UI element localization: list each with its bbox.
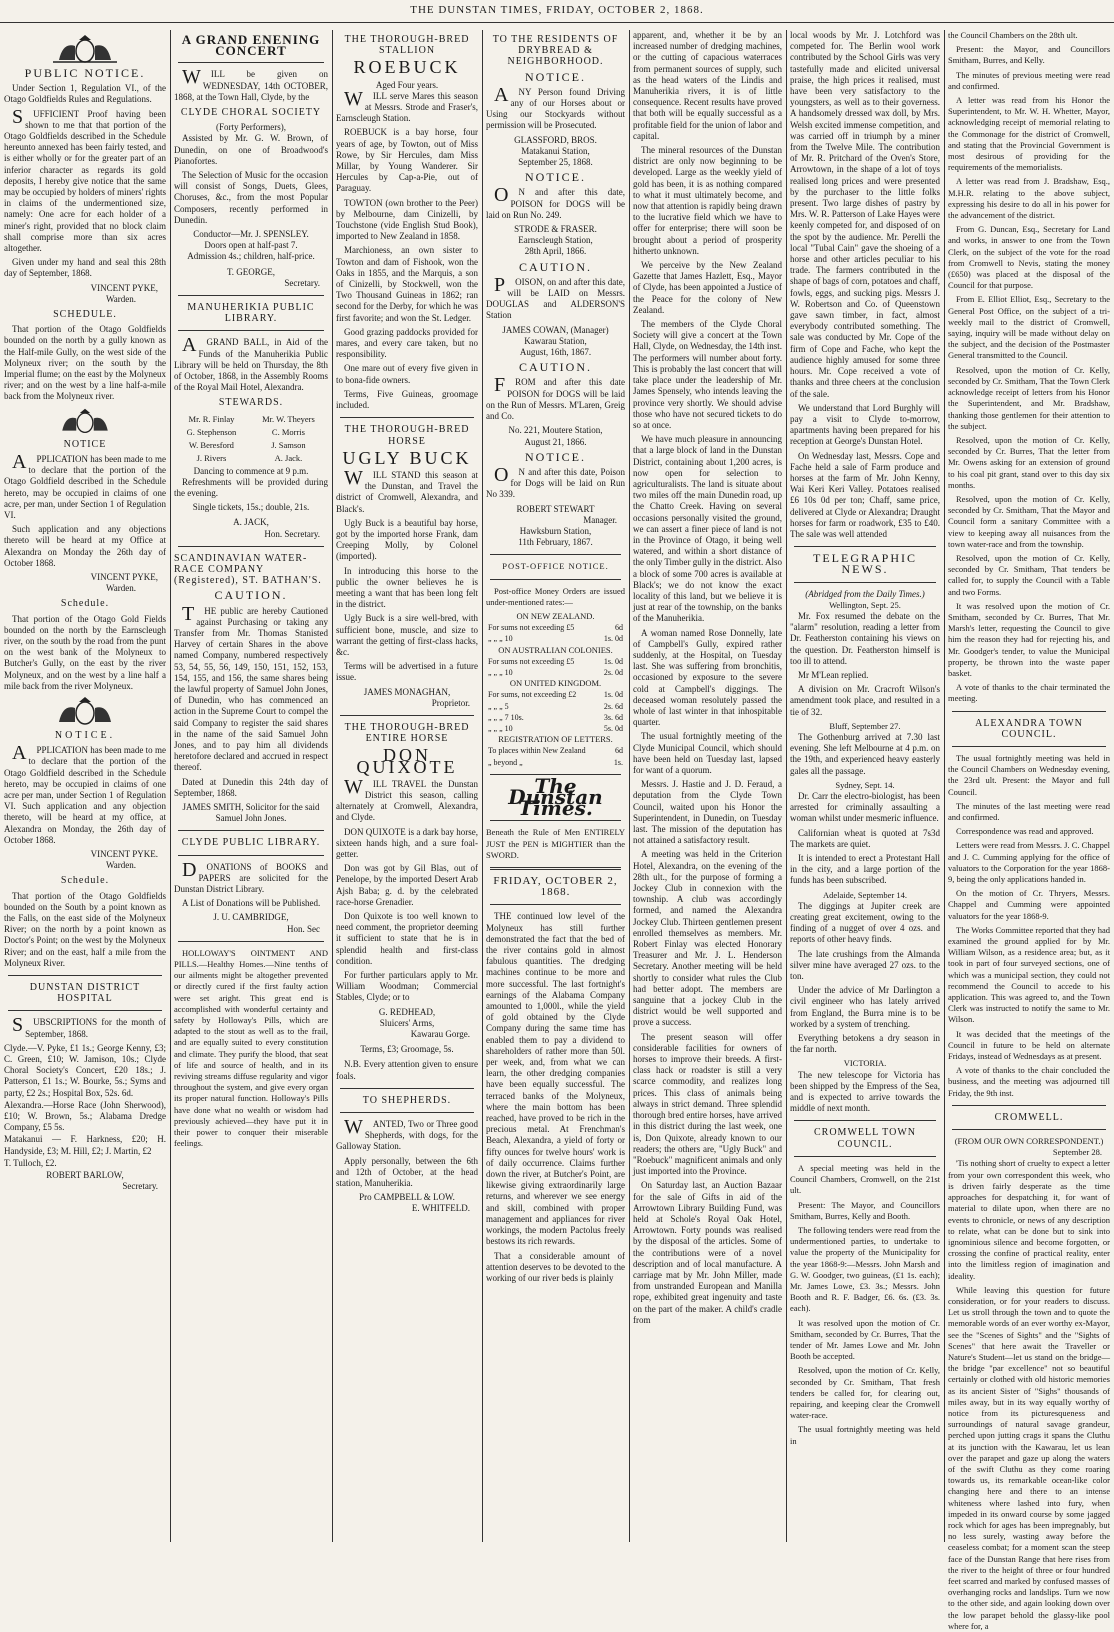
correspondent-note: (FROM OUR OWN CORRESPONDENT.) [954, 1136, 1104, 1147]
rate-label: For sums not exceeding £5 [488, 656, 575, 666]
rate-value: 1s. [613, 757, 623, 767]
date-line: 11th February, 1867. [518, 537, 593, 548]
minutes-text: The following tenders were read from the undermentioned parties, to undertake to value the property of the Municipality for the year 1868-9:—Messrs. John Marsh and G. W. Goodger, two guineas, (£1 1s. each); Mr. James Lowe, £3. 3s.; Messrs. John Booth and R. F. Badger, £6. 6s. (£3. 3s. each). [790, 1224, 940, 1314]
horse-text: Terms will be advertised in a future issue. [336, 661, 478, 683]
terms: Terms, £3; Groomage, 5s. [360, 1044, 454, 1055]
dateline: Wellington, Sept. 25. [829, 599, 901, 610]
caution-date: Dated at Dunedin this 24th day of September, 1868. [174, 776, 328, 798]
article-text: A woman named Rose Donnelly, late of Campbell's Gully, expired rather suddenly, at the Hospital, on Tuesday last. She was suffering from bronchitis, occasioned by exposure to the severe cold at Campbell's diggings. The deceased woman resolutely passed the whole of last winter in that inhospitable quarter. [633, 627, 782, 728]
dateline: VICTORIA. [843, 1058, 887, 1069]
concert-body: WILL be given on WEDNESDAY, 14th OCTOBER, 1868, at the Town Hall, Clyde, by the [174, 66, 328, 102]
performers: (Forty Performers), [216, 122, 286, 133]
minutes-text: On the motion of Cr. Thryers, Messrs. Chappel and Cumming were appointed valuators for the year 1868-9. [948, 888, 1110, 921]
stallion-heading: THE THOROUGH-BRED STALLION [344, 34, 470, 57]
horse-age: Aged Four years. [375, 79, 439, 90]
rate-label: To places within New Zealand [488, 746, 586, 756]
article-text: apparent, and, whether it be by an increased number of dredging machines, or the cutting of capacious waterraces from permanent sources of supply, such as the head waters of the Lindis and Manuherikia rivers, it is of little consequence. Recent results have proved that both will be equally successful as a profitable field for the union of labor and capital. [633, 30, 782, 141]
admission: Admission 4s.; children, half-price. [187, 251, 315, 262]
rate-label: „ „ „ 5 [488, 701, 509, 711]
rate-label: For sums not exceeding £5 [488, 623, 575, 633]
concert-assist: Assisted by Mr. G. W. Brown, of Dunedin, on one of Broadwood's Pianofortes. [174, 133, 328, 166]
caution-body: THE public are hereby Cautioned against Purchasing or taking any Transfer from Mr. Thomas Stanisted Harvey of certain Shares in the above named Company, numbered respectively 53, 54, 55, 56, 149, 150, 151, 152, 153, 154, 155, and 156, the same shares being the lawful property of Samuel John Jones, of Dunedin, who has commenced an action in the Supreme Court to compel the said Company to register the said shares in the name of the said Samuel John Jones, and to pay him all dividends heretofore declared and accrued in respect thereof. [174, 602, 328, 773]
issue-date: FRIDAY, OCTOBER 2, 1868. [493, 875, 618, 899]
rate-value: 5s. 0d [603, 723, 623, 733]
masthead-rule [0, 22, 1114, 23]
notice-text: ON and after this date, Poison for Dogs will be laid on Run No 339. [486, 463, 625, 500]
schedule-text: That portion of the Otago Goldfields bounded on the north by a gully known as the Half-mile Gully, on the west side of the Molyneux river; on the south by the Imperial flume; on the east by the Molyneux river; and on the west by a line half-a-mile back from the Molyneux river. [4, 324, 166, 402]
stallion-heading: THE THOROUGH-BRED HORSE [344, 424, 470, 447]
rate-value: 6d [615, 623, 623, 633]
news-item: Mr. Fox resumed the debate on the "alarm" resolution, reading a letter from Dr. Featherston containing his views on the question. Dr. Featherston himself is too ill to attend. [790, 610, 940, 666]
editorial-text: That a considerable amount of attention deserves to be devoted to the working of our river beds is plainly [486, 1250, 625, 1283]
minutes-text: Resolved, upon the motion of Cr. Kelly, seconded by Cr. Smitham, That the Mayor and Council form a sanitary Committee with a view to keeping away all nuisances from the town water-race and from the township. [948, 493, 1110, 549]
column-2 [174, 30, 328, 1540]
subscriptions-list [4, 1043, 166, 1169]
minutes-text: the Council Chambers on the 28th ult. [948, 30, 1078, 40]
conductor: Conductor—Mr. J. SPENSLEY. [193, 229, 309, 240]
schedule-heading: SCHEDULE. [53, 309, 117, 321]
horse-text: Marchioness, an own sister to Towton and dam of Fishook, won the Oaks in 1855, and the Marquis, a son of Cinizelli, by Stockwell, won the Two Thousand Guineas in 1862; ran second for the Derby, for which he was first favorite; and won the St. Ledger. [336, 245, 478, 323]
telegraphic-heading: TELEGRAPHIC NEWS. [813, 551, 917, 577]
station: Matakanui Station, [521, 145, 590, 156]
shepherds-heading: TO SHEPHERDS. [362, 1094, 452, 1106]
post-section: REGISTRATION OF LETTERS. [498, 734, 613, 745]
postal-rates-table [486, 656, 625, 678]
signature-title: Proprietor. [431, 697, 470, 708]
news-item: Californian wheat is quoted at 7s3d The markets are quiet. [790, 827, 940, 849]
clyde-library-heading: CLYDE PUBLIC LIBRARY. [181, 837, 321, 849]
minutes-text: It was resolved upon the motion of Cr. Smitham, seconded by Cr. Burres, That Mr. Marsh's letter, requesting the Council to give him the reason they had for rejecting his, and Mr. Goodger's tender, to value the Municipal property, be thrown into the waste paper basket. [948, 600, 1110, 678]
signature-title: Secretary. [122, 1181, 158, 1192]
caution-heading: CAUTION. [519, 360, 592, 375]
notice-heading: NOTICE. [525, 69, 586, 84]
rate-label: „ beyond „ [488, 757, 523, 767]
horse-text: WILL STAND this season at the Dunstan, and Travel the district of Cromwell, Alexandra, and Black's. [336, 466, 478, 514]
minutes-text: The minutes of the last meeting were read and confirmed. [948, 800, 1110, 822]
signature: JAMES MONAGHAN, [363, 686, 451, 697]
news-item: It is intended to erect a Protestant Hall in the city, and a large portion of the funds has been subscribed. [790, 853, 940, 886]
shepherds-text: Apply personally, between the 6th and 12th of October, at the head station, Manuherikia. [336, 1155, 478, 1189]
stallion-heading: THE THOROUGH-BRED ENTIRE HORSE [344, 721, 470, 745]
minutes-text: Present: The Mayor, and Councillors Smitham, Burres, Kelly and Booth. [790, 1199, 940, 1221]
article-text: We perceive by the New Zealand Gazette that James Hazlett, Esq., Mayor of Clyde, has been appointed a Justice of the Peace for the colony of New Zealand. [633, 260, 782, 315]
station: No. 221, Moutere Station, [508, 425, 603, 436]
minutes-text: A vote of thanks to the chair concluded the business, and the meeting was adjourned till Friday, the 9th inst. [948, 1065, 1110, 1098]
caution-text: FROM and after this date POISON for DOGS will be laid on the Run of Messrs. M'Laren, Greig and Co. [486, 374, 625, 422]
signature: A. JACK, [233, 517, 269, 528]
stewards-table [174, 413, 328, 466]
minutes-text: Resolved, upon the motion of Cr. Kelly, seconded by Cr. Smitham, That tenders be called for, to supply the Council with a Table and two Forms. [948, 552, 1110, 597]
steward: J. Rivers [196, 453, 227, 464]
choral-society: CLYDE CHORAL SOCIETY [180, 107, 322, 119]
letter-text: 'Tis nothing short of cruelty to expect a letter from your own correspondent this week, who is driven fairly desperate as the time approaches for despatching it, for want of material to dilate upon, when there are no events to chronicle, or news of any description to relate, what can be done but to sink into ignominious silence and become forgotten, or crossing the confine of practical reality, enter into the limitless region of imagination and ideality. [948, 1158, 1110, 1281]
news-item: A division on Mr. Cracroft Wilson's amendment took place, and resulted in a tie of 32. [790, 684, 940, 717]
minutes-text: A letter was read from J. Bradshaw, Esq., M.H.R. relating to the above subject, expressing his desire to do all in his power for the advancement of the district. [948, 176, 1110, 221]
horse-name: ROEBUCK [353, 57, 461, 78]
signature: E. WHITFELD. [411, 1203, 470, 1214]
column-7 [948, 30, 1110, 1631]
list-item: Matakanui — F. Harkness, £20; H. Handyside, £3; M. Hill, £2; J. Martin, £2 [4, 1134, 166, 1156]
signature: ROBERT BARLOW, [46, 1170, 124, 1181]
rate-label: „ „ „ 10 [488, 667, 513, 677]
shepherds-text: WANTED, Two or Three good Shepherds, with dogs, for the Galloway Station. [336, 1116, 478, 1152]
signature-title: Hon. Sec [287, 923, 320, 934]
article-text: We understand that Lord Burghly will pay a visit to Clyde to-morrow, apartments having been prepared for his reception at George's Dunstan Hotel. [790, 402, 940, 447]
article-text: On Saturday last, an Auction Bazaar for the sale of Gifts in aid of the Arrowtown Library Building Fund, was held at Schole's Royal Oak Hotel, Arrowtown. Forty pounds was realised by the disposal of the articles. Some of the contributions were of a novel description and of local manufacture. A carriage mat by Mr. John Miller, made from unstranded European and Manilla rope, exhibited great ingenuity and taste on the part of the maker. A child's cradle from [633, 1180, 782, 1325]
notice-heading: NOTICE. [525, 449, 586, 464]
column-rule [482, 30, 483, 1542]
address-line: Sluicers' Arms, [379, 1017, 435, 1028]
minutes-text: Correspondence was read and approved. [956, 826, 1094, 837]
date-line: August, 16th, 1867. [519, 347, 592, 358]
minutes-text: Resolved, upon the motion of Cr. Kelly, seconded by Cr. Smitham, That fresh tenders be called for, for clearing out, repairing, and keeping clear the Cromwell water-race. [790, 1365, 940, 1421]
minutes-text: From E. Elliot Elliot, Esq., Secretary to the General Post Office, on the subject of a tri-weekly mail to the district of Cromwell, saying, inquiry will be made without delay on the subject, and the decision of the Postmaster General transmitted to the Council. [948, 294, 1110, 361]
royal-crest-icon [50, 407, 120, 435]
rate-label: For sums, not exceeding £2 [488, 690, 577, 700]
minutes-text: The Works Committee reported that they had examined the ground applied for by Mr. William Wilson, as a residence area; but, as it took in part of four surveyed sections, one of which was a municipal section, they could not recommend the Council to accede to his application. This was agreed to, and the Town Clerk was instructed to notify the same to Mr. Wilson. [948, 924, 1110, 1025]
post-section: ON NEW ZEALAND. [516, 610, 595, 621]
rate-value: 2s. 6d [603, 701, 623, 711]
notice-heading: NOTICE. [54, 729, 116, 741]
concert-title: A GRAND ENENING CONCERT [181, 32, 321, 59]
horse-text: DON QUIXOTE is a dark bay horse, sixteen hands high, and a sure foal-getter. [336, 826, 478, 859]
post-intro: Post-office Money Orders are issued under-mentioned rates:— [486, 585, 625, 607]
signature: STRODE & FRASER. [514, 224, 597, 235]
column-rule [944, 30, 945, 1542]
signature: JAMES COWAN, (Manager) [502, 324, 609, 335]
signature-title: Warden. [105, 293, 136, 304]
horse-text: One mare out of every five given in to bona-fide owners. [336, 363, 478, 385]
news-item: The late crushings from the Almanda silver mine have averaged 27 ozs. to the ton. [790, 948, 940, 982]
steward: A. Jack. [274, 453, 303, 464]
royal-crest-icon [45, 34, 125, 64]
signature-title: Hon. Secretary. [264, 528, 320, 539]
minutes-text: Letters were read from Messrs. J. C. Chappel and J. C. Cumming applying for the office of valuators to the Corporation for the year 1868-9, being the only applications handed in. [948, 840, 1110, 885]
dateline: Adelaide, September 14. [822, 889, 908, 900]
minutes-text: The usual fortnightly meeting was held in [790, 1424, 940, 1446]
subscriptions-intro: SUBSCRIPTIONS for the month of September, 1868. [12, 1014, 166, 1039]
notice-heading: NOTICE. [525, 170, 586, 185]
minutes-text: From G. Duncan, Esq., Secretary for Land and works, in answer to one from the Town Clerk, on the subject of the vote for the road from Cromwell to Nevis, stating the money (£650) was placed at the disposal of the Council for that purpose. [948, 224, 1110, 291]
rate-value: 3s. 6d [603, 712, 623, 722]
article-text: On Wednesday last, Messrs. Cope and Fache held a sale of Farm produce and horses at the farm of Mr. John Kenny, Wai Keri Keri Valley. Potatoes realised £6 10s 0d per ton; Chaff, same price, delivered at Clyde or Alexandra; Draught horses for farm or roadwork, £35 to £40. The sale was well attended [790, 450, 940, 539]
minutes-text: A vote of thanks to the chair terminated the meeting. [948, 682, 1110, 704]
schedule-text: That portion of the Otago Gold Fields bounded on the north by the Earnscleugh river, on the south by the road from the punt on the west bank of the Molyneux to Butcher's Gully, on the east by the river Molyneux, and on the west by a line half a mile back from the river Molyneux. [4, 613, 166, 691]
article-text: The usual fortnightly meeting of the Clyde Municipal Council, which should have been held on Tuesday last, lapsed for want of a quorum. [633, 731, 782, 775]
steward: J. Samson [271, 440, 306, 451]
schedule-text: That portion of the Otago Goldfields bounded on the South by a point known as the Falls, on the east side of the Molyneux River; on the north by a point known as Doctor's Point; on the west by the Molyneux River; and on the east, half a mile from the Molyneux River. [4, 890, 166, 968]
article-text: We have much pleasure in announcing that a large block of land in the Dunstan District, containing about 1,200 acres, is now open for selection to agriculturalists. The land is situate about two miles off the main Dunedin road, up the Chatto Creek. Having on several occasions personally visited the ground, we can assert a finer piece of land is not in the Province of Otago, it being well watered, and within a short distance of the only Timber gully in the district. Also a block of some 700 acres is available at Black's; we do not know the exact locality of this land, but we believe it is just at rear of the township, on the banks of the Manuherikia. [633, 434, 783, 624]
news-item: Everything betokens a dry season in the far north. [790, 1033, 940, 1055]
minutes-text: A letter was read from his Honor the Superintendent, to Mr. W. H. Whetter, Mayor, acknowledging receipt of memorial relating to the Commonage for the district of Cromwell, and stating that the Provincial Government is most desirous of providing for the requirements of the memorialists. [948, 95, 1110, 173]
cromwell-heading: CROMWELL. [994, 1111, 1064, 1123]
application-text: APPLICATION has been made to me to declare that the portion of the Otago Goldfield described in the Schedule hereto, may be occupied in claims of one acre, per man, under Section 1 of Regulation VI. [4, 450, 166, 520]
post-section: ON UNITED KINGDOM. [509, 678, 602, 689]
minutes-text: The usual fortnightly meeting was held in the Council Chambers on Wednesday evening, the 23rd ult. Present: the Mayor and full Council. [948, 752, 1110, 797]
signature: ROBERT STEWART [516, 503, 595, 514]
newspaper-title: The Dunstan Times. [508, 773, 603, 821]
horse-name: UGLY BUCK [342, 447, 472, 468]
address-line: Kawarau Gorge. [410, 1029, 470, 1040]
column-6 [790, 30, 940, 1540]
post-office-heading: POST-OFFICE NOTICE. [502, 561, 609, 572]
application-text: APPLICATION has been made to me to declare that the portion of the Otago Goldfield described in the Schedule hereto, may be occupied in claims of one acre per man, under Section 1 of Regulation VI. Such application and any objection thereto, will be heard at my office, at Alexandra on Monday, the 26th day of October 1868. [4, 742, 166, 845]
post-section: ON AUSTRALIAN COLONIES. [498, 644, 613, 655]
newspaper-motto: Beneath the Rule of Men ENTIRELY JUST the PEN is MIGHTIER than the SWORD. [486, 827, 625, 860]
horse-text: Terms, Five Guineas, groomage included. [336, 388, 478, 411]
column-5 [633, 30, 782, 1540]
alexandra-council-heading: ALEXANDRA TOWN COUNCIL. [975, 717, 1083, 740]
cromwell-council-heading: CROMWELL TOWN COUNCIL. [814, 1127, 916, 1150]
regulation-text: Under Section 1, Regulation VI., of the Otago Goldfields Rules and Regulations. [4, 83, 166, 105]
horse-text: Don was got by Gil Blas, out of Penelope, by the imported Desert Arab Ajsh Baba; g. d. by the celebrated race-horse Grenadier. [336, 863, 478, 907]
horse-text: N.B. Every attention given to ensure foals. [336, 1059, 478, 1081]
signature-title: Manager. [583, 514, 617, 525]
rate-value: 1s. 0d [603, 690, 623, 700]
steward: Mr. W. Theyers [262, 413, 315, 424]
scandinavian-heading: SCANDINAVIAN WATER-RACE COMPANY (Registered), ST. BATHAN'S. [174, 552, 322, 587]
donations-text: DONATIONS of BOOKS and PAPERS are solicited for the Dunstan District Library. [174, 858, 328, 894]
news-item: Mr M'Lean replied. [798, 669, 869, 680]
steward: G. Stephenson [186, 426, 237, 437]
signature-title: Warden. [105, 583, 136, 594]
article-text: The mineral resources of the Dunstan district are only now beginning to be developed. Large as the weekly yield of gold has been, it is as nothing compared to what it must ultimately become, and now that attention is rapidly being drawn to the lucrative field which we have to offer for enterprise; there will soon be brought about a period of prosperity hitherto unknown. [633, 145, 782, 256]
news-item: The diggings at Jupiter creek are creating great excitement, owing to the finding of a nugget of over 4 ozs. and reports of other heavy finds. [790, 900, 940, 945]
dateline: Sydney, Sept. 14. [835, 779, 895, 790]
caution-heading: CAUTION. [519, 259, 592, 274]
date-line: September 25, 1868. [518, 157, 593, 168]
library-heading: MANUHERIKIA PUBLIC LIBRARY. [187, 302, 315, 325]
dateline: Bluff, September 27. [829, 720, 901, 731]
minutes-text: A special meeting was held in the Council Chambers, Cromwell, on the 21st ult. [790, 1162, 940, 1196]
horse-text: TOWTON (own brother to the Peer) by Melbourne, dam Cinizelli, by Touchstone (vide English Stud Book), imported to New Zealand in 1858. [336, 197, 478, 242]
horse-text: Ugly Buck is a sire well-bred, with sufficient bone, muscle, and size to warrant the getting of first-class hacks, &c. [336, 613, 478, 657]
news-item: Dr. Carr the electro-biologist, has been arrested for criminally assaulting a woman whilst under mesmeric influence. [790, 791, 940, 824]
list-item: T. Tulloch, £2. [4, 1157, 57, 1168]
steward: Mr. R. Finlay [188, 413, 235, 424]
horse-text: WILL serve Mares this season at Messrs. Strode and Fraser's, Earnscleugh Station. [336, 87, 478, 124]
signature-title: Secretary. [284, 277, 320, 288]
postal-rates-table [486, 689, 625, 734]
article-text: The present season will offer considerable facilities for owners of horses to improve their breeds. A first-class hack or roadster is still a very scarce commodity, and realizes long prices. This class of animals being always in strict demand. Three splendid thorough bred entire horses, have arrived in this district during the last week, one is, Don Quixote, already known to our readers; the others are, "Ugly Buck" and "Roebuck" magnificent animals and only just imported into the Province. [633, 1031, 782, 1177]
list-item: Alexandra.—Horse Race (John Sherwood), £10; W. Brown, 5s.; Alabama Dredge Company, £5 5s. [4, 1099, 166, 1133]
rate-label: „ „ „ 10 [488, 723, 513, 733]
column-rule [332, 30, 333, 1542]
station: Earnscleugh Station, [518, 235, 593, 246]
signature: J. U. CAMBRIDGE, [213, 912, 289, 923]
caution-heading: CAUTION. [214, 588, 288, 603]
minutes-text: Present: the Mayor, and Councillors Smitham, Burres, and Kelly. [948, 44, 1110, 66]
signature: GLASSFORD, BROS. [514, 134, 597, 145]
signature: G. REDHEAD, [378, 1006, 436, 1017]
caution-text: POISON, on and after this date, will be LAID on Messrs. DOUGLAS and ALDERSON'S Station [486, 273, 625, 321]
column-1 [4, 30, 166, 1540]
editorial-text: THE continued low level of the Molyneux has still further demonstrated the fact that the bed of the river contains gold in almost fabulous quantities. The dredging machines continue to be more and more successful. The last fortnight's earnings of the Alabama Company amounted to 1,000l., while the yield of gold obtained by the Clyde Company during the same time has enabled them to pay a dividend to shareholders of rather more than 50l. per week, and, from what we can learn, the other dredging companies have been equally successful. The terraced banks of the Molyneux, where the main bottom has been reached, have proved to be rich in the precious metal. At Frenchman's Beach, Alexandra, a yield of forty or fifty ounces for twelve hours' work is of daily occurrence. Claims further down the river, at Butcher's Point, are likewise giving extraordinarily large returns, and wherever we see energy and skill, combined with proper management and appliances for river workings, the modern Pactolus freely bestows its rich rewards. [486, 911, 625, 1247]
rate-label: „ „ „ 10 [488, 634, 513, 644]
abridged-note: (Abridged from the Daily Times.) [805, 588, 925, 599]
signature: VINCENT PYKE. [90, 848, 158, 859]
list-item: Clyde.—V. Pyke, £1 1s.; George Kenny, £3; C. Green, £10; W. Jamison, 10s.; Clyde Choral Society's Concert, £20 18s.; J. Patterson, £1 1s.; W. Bourke, 5s.; Syms and party, £2 2s.; Hospital Box, 52s. 6d. [4, 1042, 166, 1098]
royal-crest-icon [45, 696, 125, 726]
signature: T. GEORGE, [226, 266, 276, 277]
station: Hawksburn Station, [519, 525, 592, 536]
column-3 [336, 30, 478, 1540]
hospital-heading: DUNSTAN DISTRICT HOSPITAL [29, 982, 141, 1005]
concert-music: The Selection of Music for the occasion will consist of Songs, Duets, Glees, Choruses, &c., from the most Popular Composers, recently performed in Dunedin. [174, 170, 328, 225]
horse-text: Ugly Buck is a beautiful bay horse, got by the imported horse Frank, dam Creeping Molly, by Colonel (imported). [336, 517, 478, 562]
masthead: THE DUNSTAN TIMES, FRIDAY, OCTOBER 2, 1868. [410, 4, 704, 16]
minutes-text: It was resolved upon the motion of Cr. Smitham, seconded by Cr. Burres, That the tender of Mr. James Lowe and Mr. John Booth be accepted. [790, 1317, 940, 1362]
article-text: The members of the Clyde Choral Society will give a concert at the Town Hall, Clyde, on Wednesday, the 14th inst. The performers will number about forty. This is probably the last concert that will take place under the leadership of Mr. James Spensely, who intends leaving the province very shortly. We should advise those who have not secured tickets to do so at once. [633, 319, 783, 430]
ball-text: AGRAND BALL, in Aid of the Funds of the Manuherikia Public Library will be held on Thursday, the 8th of October, 1868, in the Assembly Rooms of the Royal Mail Hotel, Alexandra. [174, 334, 328, 393]
notice-text: ANY Person found Driving any of our Horses about or Using our Stockyards without permission will be Prosecuted. [486, 83, 625, 131]
signature-title: Warden. [105, 860, 136, 871]
news-item: The Gothenburg arrived at 7.30 last evening. She left Melbourne at 4 p.m. on the 19th, and experienced heavy easterly gales all the passage. [790, 731, 940, 776]
postal-rates-table [486, 622, 625, 644]
dateline: September 28. [1052, 1147, 1102, 1158]
horse-text: For further particulars apply to Mr. William Woodman; Commercial Stables, Clyde; or to [336, 970, 478, 1003]
residents-heading: TO THE RESIDENTS OF DRYBREAD & NEIGHBORHOOD. [492, 34, 619, 68]
minutes-text: Resolved, upon the motion of Cr. Kelly, seconded by Cr. Burres, That the letter from Mr. Owens asking for an extension of ground to his coal pit grant, stand over to this day six months. [948, 434, 1110, 490]
rate-label: „ „ „ 7 10s. [488, 712, 524, 722]
station: Kawarau Station, [524, 335, 587, 346]
horse-text: ROEBUCK is a bay horse, four years of age, by Towton, out of Miss Rowe, by Sir Hercules, dam Miss Millar, by Young Wanderer. Sir Hercules by Cap-a-Pie, out of Paraguay. [336, 127, 478, 194]
date-line: 28th April, 1866. [524, 246, 587, 257]
letter-text: While leaving this question for future consideration, or for your readers to discuss. Let us stroll through the town and to quote the memorable words of an ever worthy ex-Mayor, see the "Scenes of Sights" and the "Sights of Scenes" that here await the Traveller or Nature's Student—let us stand on the bridge—the bridge "par excellence" not so beautiful certainly or clothed with old historic memories as its ancient Sister of "Sighs" thousands of miles away, but in its way equally worthy of notice from its picturesqueness and surroundings of natural savage grandeur, perched upon jutting crags it spans the Cluthu at its junction with the Kawarau, let us lean over the parapet and gaze up along the waters of the swift Cluthu as they come roaring towards us, its remarkable ocean-like color changing here and there to an intense whiteness where lashed into fury, when impeded in its onward course by some jagged rock which for ages has been impregnably, but no less surely, wasting away before the ceaseless combat; for a moment scan the steep face of the Dunstan Range that here rises from the river to the height of three or four hundred feet scarred and marked by confused masses of overhanging rocks and landslips. Turn we now to the other side, and again looking down over the low parapet behold the glassy-like pool where for, a [948, 1284, 1110, 1631]
schedule-heading: Schedule. [60, 875, 110, 887]
article-text: Messrs. J. Hastie and J. D. Feraud, a deputation from the Clyde Town Council, waited upon his Honor the Superintendent, in Dunedin, on Tuesday last. The mission of the deputation has not attained a satisfactory result. [633, 779, 782, 846]
minutes-text: It was decided that the meetings of the Council in future to be held on alternate Fridays, instead of Wednesdays as at present. [948, 1028, 1110, 1062]
minutes-text: The minutes of previous meeting were read and confirmed. [948, 69, 1110, 91]
steward: C. Morris [271, 426, 305, 437]
solicitor: JAMES SMITH, Solicitor for the said Samuel John Jones. [182, 801, 320, 824]
rate-value: 6d [615, 746, 623, 756]
rate-value: 1s. 0d [603, 634, 623, 644]
application-hearing: Such application and any objections thereto will be heard at my Office at Alexandra on Monday the 26th day of October 1868. [4, 524, 166, 568]
column-rule [786, 30, 787, 1542]
news-item: Under the advice of Mr Darlington a civil engineer who has lately arrived from England, the Burra mine is to be worked by a system of trenching. [790, 985, 940, 1029]
signature: VINCENT PYKE, [90, 571, 158, 582]
holloway-ad: HOLLOWAY'S OINTMENT AND PILLS.—Healthy Homes.—Nine tenths of our ailments might be altogether prevented or directly cured if the first faulty action were set aright. This great end is accomplished with wonderful certainty and safety by Holloway's Pills, which are adapted to the stout as well as to the frail, and are equally suited to every constitution and climate. They purify the blood, that seat of life and source of health, and in its reviving streams diffuse regularity and vigor throughout the system, and give every organ its proper natural function. Holloway's Pills have done what no wealth or wisdom had previously achieved—they have put it in their power to conquer their miserable feelings. [174, 947, 328, 1149]
dancing-time: Dancing to commence at 9 p.m. [193, 465, 309, 476]
tickets: Single tickets, 15s.; double, 21s. [192, 502, 310, 513]
schedule-heading: Schedule. [60, 598, 110, 610]
rate-value: 1s. 0d [603, 656, 623, 666]
column-rule [170, 30, 171, 1542]
donations-list: A List of Donations will be Published. [182, 898, 321, 909]
signature: Pro CAMPBELL & LOW. [359, 1192, 455, 1203]
article-text: local woods by Mr. J. Lotchford was competed for. The Berlin wool work contributed by the School Girls was very tastefully made and elicited universal praise, the high prices it realised, must have been very satisfactory to the youngsters, as well as to their governess. A handsomely dressed wax doll, by Mrs. Welsh excited immense competition, and was carried off in triumph by a miner from the Twelve Mile. The contribution of Mr. R. Pritchard of the Oven's Store, Arrowtown, in the shape of a lot of toys realised long prices and were presented by the purchaser to the little folks present. Two large dishes of pastry by Mrs. W. R. Patterson of Lake Hayes were keenly competed for, and disposed of on the spot by the audience. Mr. Perelli the local "Tubal Cain" gave the shoeing of a horse and other articles peculiar to his trade. The farmers contributed in the shape of bags of corn, potatoes and chaff, fowls, eggs, and sucking pigs. Messrs J. W. Robertson and Co. of Queenstown gave sawn timber, in fact, almost everybody contributed something. The sale was conducted by Mr. Cope of the firm of Cope and Fache, who kept the audience highly amused for some three hours. Mr. Cope received a vote of thanks and three cheers at the conclusion of the sale. [790, 30, 940, 399]
rate-value: 2s. 0d [603, 667, 623, 677]
horse-text: Don Quixote is too well known to need comment, the proprietor deeming it sufficient to state that he is in splendid health and first-class condition. [336, 911, 478, 966]
public-notice-title: PUBLIC NOTICE. [24, 66, 146, 80]
notice-date: Given under my hand and seal this 28th day of September, 1868. [4, 257, 166, 279]
date-line: August 21, 1866. [524, 436, 587, 447]
notice-body: SUFFICIENT Proof having been shown to me that that portion of the Otago Goldfields described in the Schedule hereunto annexed has been fairly tested, and is either wholly or for the greater part of an inferior character as regards its gold deposits, I hereby give notice that the same may be occupied by holders of miners' rights in claims of the undermentioned size, namely: One acre for each holder of a miner's right, provided that no block claim shall comprise more than six acres altogether. [4, 105, 166, 254]
notice-heading: NOTICE [63, 438, 107, 450]
stewards-heading: STEWARDS. [218, 397, 284, 409]
article-text: A meeting was held in the Criterion Hotel, Alexandra, on the evening of the 28th ult., for the purpose of forming a Jockey Club in connexion with the township. A club was accordingly formed, and named the Alexandra Jockey Club. Thirteen gentlemen present enrolled themselves as members. Mr. Robert Finlay was elected Honorary Treasurer and Mr. J. L. Henderson Secretary. Another meeting will be held shortly to consider what rules the Club had better adopt. The members are sanguine that a jockey Club in the district would be well supported and prove a success. [633, 849, 782, 1028]
steward: W. Beresford [188, 440, 234, 451]
minutes-text: Resolved, upon the motion of Cr. Kelly, seconded by Cr. Smitham, That the Town Clerk acknowledge receipt of letters from his Honor the Superintendent, and Mr. Bradshaw, thanking those gentlemen for their attention to the subject. [948, 364, 1110, 431]
column-4 [486, 30, 625, 1540]
notice-text: ON and after this date, POISON for DOGS will be laid on Run No. 249. [486, 184, 625, 220]
refreshments: Refreshments will be provided during the evening. [174, 476, 328, 498]
horse-text: Good grazing paddocks provided for mares, and every care taken, but no responsibility. [336, 326, 478, 360]
horse-name: DON QUIXOTE [356, 745, 458, 777]
postal-rates-table [486, 745, 625, 767]
horse-text: WILL TRAVEL the Dunstan District this season, calling alternately at Cromwell, Alexandra, and Clyde. [336, 775, 478, 823]
column-rule [629, 30, 630, 1542]
signature: VINCENT PYKE, [90, 282, 158, 293]
doors-open: Doors open at half-past 7. [204, 240, 298, 251]
horse-text: In introducing this horse to the public the owner believes he is meeting a want that has been long felt in the district. [336, 565, 478, 610]
news-item: The new telescope for Victoria has been shipped by the Empress of the Sea, and is expected to arrive towards the middle of next month. [790, 1069, 940, 1114]
